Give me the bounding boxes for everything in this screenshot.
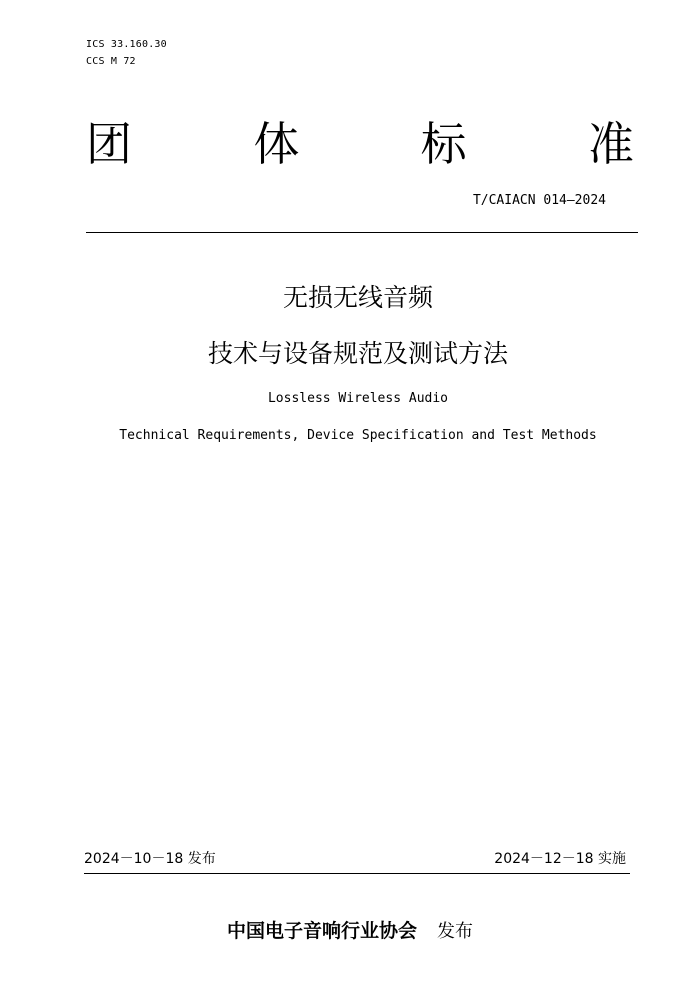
bottom-divider: [84, 873, 630, 874]
group-standard-heading: [86, 116, 634, 172]
ccs-code: CCS M 72: [86, 56, 136, 67]
english-title-line-2: Technical Requirements, Device Specification and Test Methods: [119, 428, 597, 443]
ics-code: ICS 33.160.30: [86, 39, 167, 50]
top-divider: [86, 232, 638, 233]
classification-codes: [86, 36, 167, 70]
heading-char-4: 准: [587, 117, 634, 171]
standard-number: T/CAIACN 014—2024: [472, 193, 606, 208]
heading-char-3: 标: [420, 117, 467, 171]
issue-date: 2024－10－18 发布: [84, 851, 216, 867]
chinese-title-line-2: 技术与设备规范及测试方法: [207, 339, 508, 368]
publisher-line: [0, 918, 700, 945]
heading-char-1: 团: [86, 117, 132, 171]
publisher-organization: 中国电子音响行业协会: [226, 920, 417, 942]
heading-char-2: 体: [253, 117, 300, 171]
implementation-date: 2024－12－18 实施: [494, 851, 626, 867]
english-title-line-1: Lossless Wireless Audio: [267, 391, 448, 406]
publisher-action: 发布: [437, 921, 473, 942]
chinese-title-line-1: 无损无线音频: [282, 283, 433, 312]
